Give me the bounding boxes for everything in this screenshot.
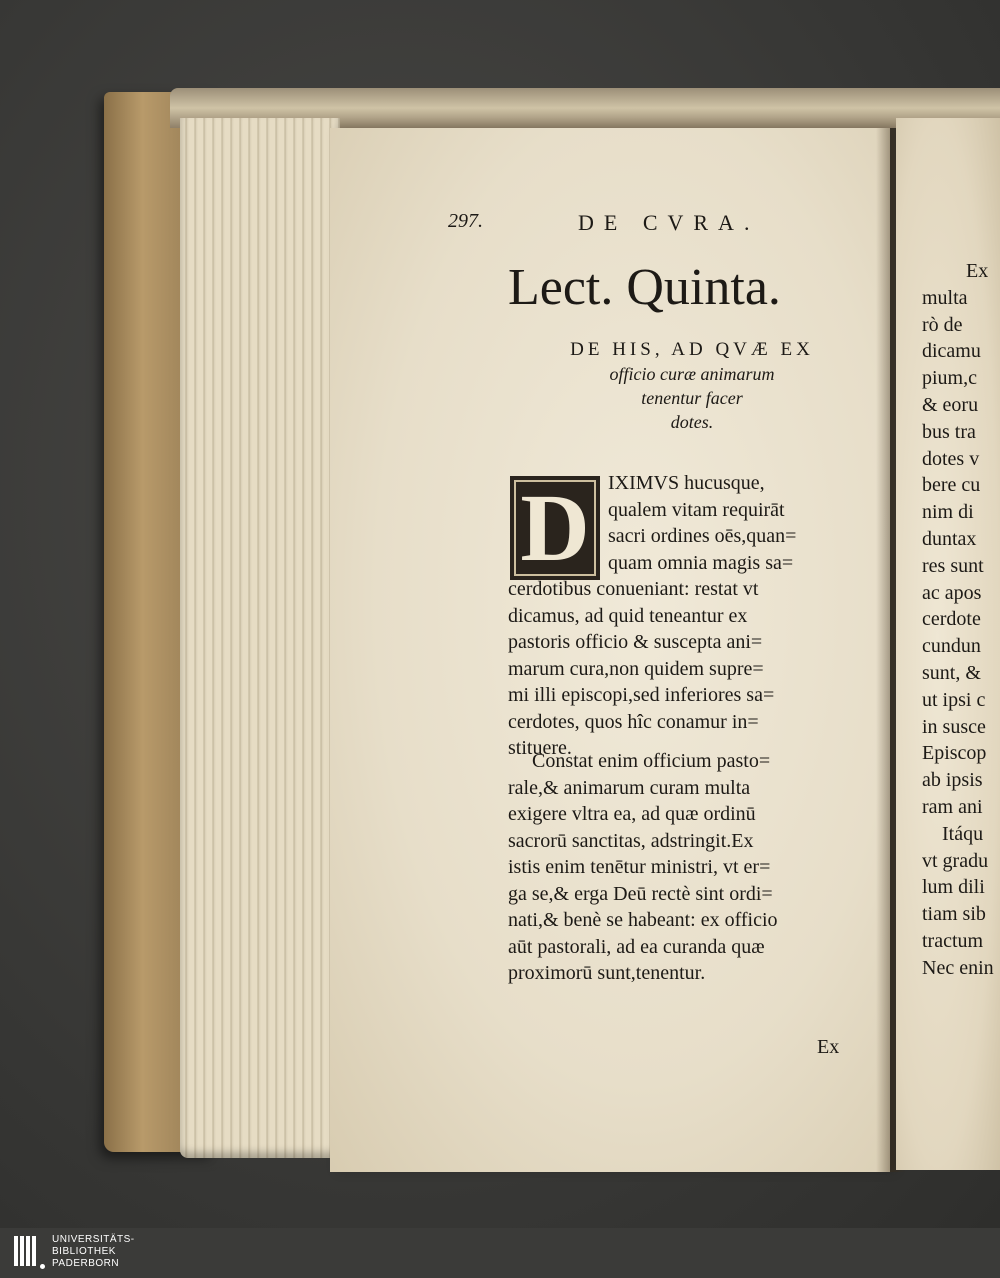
text-line: istis enim tenētur ministri, vt er= <box>508 856 771 878</box>
text-line: sacrorū sanctitas, adstringit.Ex <box>508 829 754 852</box>
text-line: pium,c <box>922 367 977 390</box>
library-logo-icon <box>14 1236 40 1270</box>
page-header <box>448 210 868 240</box>
chapter-title: Lect. Quinta. <box>508 259 781 316</box>
text-line: ac apos <box>922 581 982 604</box>
page-edges <box>180 118 340 1158</box>
text-line: aūt pastorali, ad ea curanda quæ <box>508 935 765 958</box>
text-line: pastoris officio & suscepta ani= <box>508 631 763 653</box>
text-line: marum cura,non quidem supre= <box>508 657 764 680</box>
subtitle-line: tenentur facer <box>641 388 743 408</box>
text-line: cundun <box>922 635 981 658</box>
text-line: exigere vltra ea, ad quæ ordinū <box>508 803 756 825</box>
text-line: ab ipsis <box>922 769 983 792</box>
paragraph-1 <box>508 470 868 762</box>
text-line: ga se,& erga Deū rectè sint ordi= <box>508 882 773 905</box>
library-name-line: UNIVERSITÄTS- <box>52 1234 135 1245</box>
text-line: quam omnia magis sa= <box>608 551 794 574</box>
running-head: DE CVRA. <box>578 210 760 235</box>
text-line: cerdotes, quos hîc conamur in= <box>508 710 759 733</box>
text-line: lum dili <box>922 876 985 899</box>
library-footer <box>0 1228 1000 1278</box>
text-line: Constat enim officium pasto= <box>532 750 771 772</box>
catchword: Ex <box>817 1036 840 1058</box>
chapter-subtitle <box>512 338 872 434</box>
text-line: dicamu <box>922 340 981 363</box>
paragraph-2 <box>508 748 868 987</box>
text-line: Nec enin <box>922 956 994 979</box>
text-line: Itáqu <box>942 822 984 845</box>
text-line: nim di <box>922 501 974 524</box>
text-line: nati,& benè se habeant: ex officio <box>508 909 778 931</box>
text-line: mi illi episcopi,sed inferiores sa= <box>508 684 775 706</box>
text-line: ut ipsi c <box>922 688 986 711</box>
text-line: IXIMVS hucusque, <box>608 472 765 494</box>
text-line: bere cu <box>922 474 981 497</box>
text-line: rò de <box>922 313 963 336</box>
right-page-text <box>922 258 1000 982</box>
library-name-line: PADERBORN <box>52 1258 120 1269</box>
text-line: dicamus, ad quid teneantur ex <box>508 604 748 627</box>
decorated-initial: D <box>510 476 600 580</box>
subtitle-caps-line: DE HIS, AD QVÆ EX <box>570 339 814 360</box>
text-line: multa <box>922 286 968 309</box>
text-line: cerdote <box>922 608 981 631</box>
text-line: tiam sib <box>922 903 986 926</box>
text-line: bus tra <box>922 420 976 443</box>
text-line: rale,& animarum curam multa <box>508 776 751 799</box>
text-line: stituere. <box>508 737 572 759</box>
text-line: qualem vitam requirāt <box>608 498 785 521</box>
logo-dot <box>40 1264 45 1269</box>
text-line: duntax <box>922 527 977 550</box>
text-line: Ex <box>966 260 989 282</box>
subtitle-line: officio curæ animarum <box>609 364 775 384</box>
text-line: & eoru <box>922 393 979 416</box>
library-name <box>52 1234 135 1270</box>
text-line: proximorū sunt,tenentur. <box>508 962 706 984</box>
text-line: in susce <box>922 715 986 738</box>
page-number: 297. <box>448 210 483 232</box>
text-line: dotes v <box>922 447 980 470</box>
text-line: Episcop <box>922 742 987 765</box>
text-line: cerdotibus conueniant: restat vt <box>508 578 759 600</box>
text-line: vt gradu <box>922 849 989 872</box>
text-line: sunt, & <box>922 661 981 684</box>
library-name-line: BIBLIOTHEK <box>52 1246 116 1257</box>
text-line: res sunt <box>922 554 984 577</box>
text-line: ram ani <box>922 795 983 818</box>
subtitle-line: dotes. <box>670 412 714 432</box>
text-line: sacri ordines oēs,quan= <box>608 525 797 547</box>
text-line: tractum <box>922 929 984 952</box>
